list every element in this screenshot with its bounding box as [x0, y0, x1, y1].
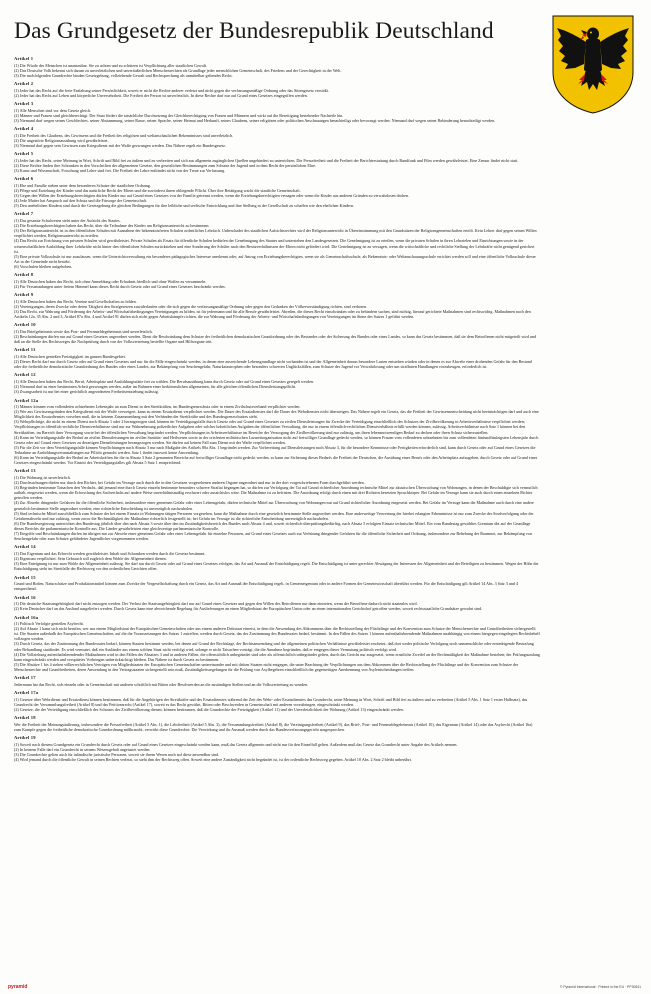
article-13 — [14, 398, 540, 466]
article-paragraph: (3) Durch Gesetz, das der Zustimmung des Bundesrates bedarf, können Staaten bestimmt werden, bei denen auf Grund der Rechtslage, der Rechtsanwendung und der allgemeinen politischen Verhältnisse gewährleistet erscheint, daß dort weder politische Verfolgung noch unmenschliche oder erniedrigende Bestrafung oder Behandlung stattfindet. Es wird vermutet, daß ein Ausländer aus einem solchen Staat nicht verfolgt wird, solange er nicht Tatsachen vorträgt, die die Annahme begründen, daß er entgegen dieser Vermutung politisch verfolgt wird. — [14, 641, 534, 652]
imprint-text: © Pyramid International · Printed in the EU · PP30541 — [559, 985, 641, 989]
article-heading: Artikel 14 — [14, 544, 36, 550]
article-paragraph: (1) Alle Deutschen haben das Recht, sich ohne Anmeldung oder Erlaubnis friedlich und ohne Waffen zu versammeln. — [14, 278, 207, 284]
article-10 — [14, 322, 540, 344]
article-paragraph: (1) Das gesamte Schulwesen steht unter der Aufsicht des Staates. — [14, 218, 121, 224]
article-paragraph: (1) Jeder hat das Recht auf die freie Entfaltung seiner Persönlichkeit, soweit er nicht die Rechte anderer verletzt und nicht gegen die verfassungsmäßige Ordnung oder das Sittengesetz verstößt. — [14, 87, 329, 93]
article-paragraph: (2) Kein Deutscher darf an das Ausland ausgeliefert werden. Durch Gesetz kann eine abweichende Regelung für Auslieferungen an einen Mitgliedstaat der Europäischen Union oder an einen internationalen Gerichtshof getroffen werden, soweit rechtsstaatliche Grundsätze gewahrt sind. — [14, 606, 483, 612]
article-paragraph: (2) Eigentum verpflichtet. Sein Gebrauch soll zugleich dem Wohle der Allgemeinheit dienen. — [14, 556, 167, 562]
article-heading: Artikel 17 — [14, 675, 36, 681]
article-heading: Artikel 16 — [14, 594, 36, 600]
article-heading: Artikel 8 — [14, 272, 34, 278]
article-paragraph: (6) Die Bundesregierung unterrichtet den Bundestag jährlich über den nach Absatz 3 sowie über den im Zuständigkeitsbereich des Bundes nach Absatz 4 und, soweit richterlich überprüfungsbedürftig, nach Absatz 5 erfolgten Einsatz technischer Mittel. Ein vom Bundestag gewähltes Gremium übt auf der Grundlage dieses Berichts die parlamentarische Kontrolle aus. Die Länder gewährleisten eine gleichwertige parlamentarische Kontrolle. — [14, 520, 531, 531]
article-heading: Artikel 15 — [14, 574, 36, 580]
article-paragraph: (1) Alle Deutschen haben das Recht, Beruf, Arbeitsplatz und Ausbildungsstätte frei zu wählen. Die Berufsausübung kann durch Gesetz oder auf Grund eines Gesetzes geregelt werden. — [14, 379, 315, 385]
article-paragraph: (1) Das Eigentum und das Erbrecht werden gewährleistet. Inhalt und Schranken werden durch die Gesetze bestimmt. — [14, 551, 206, 556]
article-paragraph: (1) Das Briefgeheimnis sowie das Post- und Fernmeldegeheimnis sind unverletzlich. — [14, 328, 153, 334]
article-paragraph: (1) Gesetze über Wehrdienst und Ersatzdienst können bestimmen, daß für die Angehörigen der Streitkräfte und des Ersatzdienstes während der Zeit des Wehr- oder Ersatzdienstes das Grundrecht, seine Meinung in Wort, Schrift und Bild frei zu äußern und zu verbreiten (Artikel 5 Abs. 1 Satz 1 erster Halbsatz), das Grundrecht der Versammlungsfreiheit (Artikel 8) und das Petitionsrecht (Artikel 17), soweit es das Recht gewährt, Bitten oder Beschwerden in Gemeinschaft mit anderen vorzubringen, eingeschränkt werden. — [14, 696, 528, 707]
article-paragraph: (2) Niemand darf zu einer bestimmten Arbeit gezwungen werden, außer im Rahmen einer herkömmlichen allgemeinen, für alle gleichen öffentlichen Dienstleistungspflicht. — [14, 384, 297, 390]
article-9 — [14, 292, 540, 319]
article-5 — [14, 151, 540, 173]
article-heading: Artikel 9 — [14, 292, 34, 298]
bundesadler-coat-of-arms-icon — [551, 14, 635, 114]
article-paragraph: (1) Jeder hat das Recht, seine Meinung in Wort, Schrift und Bild frei zu äußern und zu verbreiten und sich aus allgemein zugänglichen Quellen ungehindert zu unterrichten. Die Pressefreiheit und die Freiheit der Berichterstattung durch Rundfunk und Film werden gewährleistet. Eine Zensur findet nicht statt. — [14, 157, 519, 163]
article-paragraph: (4) Zur Abwehr dringender Gefahren für die öffentliche Sicherheit, insbesondere einer gemeinen Gefahr oder einer Lebensgefahr, dürfen technische Mittel zur Überwachung von Wohnungen nur auf Grund richterlicher Anordnung eingesetzt werden. Bei Gefahr im Verzuge kann die Maßnahme auch durch eine andere gesetzlich bestimmte Stelle angeordnet werden; eine richterliche Entscheidung ist unverzüglich nachzuholen. — [14, 500, 534, 511]
article-paragraph: (5) Eine private Volksschule ist nur zuzulassen, wenn die Unterrichtsverwaltung ein besonderes pädagogisches Interesse anerkennt oder, auf Antrag von Erziehungsberechtigten, wenn sie als Gemeinschaftsschule, als Bekenntnis- oder Weltanschauungsschule errichtet werden soll und eine öffentliche Volksschule dieser Art in der Gemeinde nicht besteht. — [14, 253, 536, 264]
article-8 — [14, 272, 540, 289]
article-paragraph: (1) Alle Deutschen genießen Freizügigkeit im ganzen Bundesgebiet. — [14, 353, 126, 359]
article-22 — [14, 735, 540, 762]
article-21 — [14, 715, 540, 732]
articles-column — [14, 56, 540, 976]
article-18 — [14, 615, 540, 673]
article-20 — [14, 690, 540, 712]
article-paragraph: (2) Diese Rechte finden ihre Schranken in den Vorschriften der allgemeinen Gesetze, den gesetzlichen Bestimmungen zum Schutze der Jugend und in dem Recht der persönlichen Ehre. — [14, 162, 317, 168]
article-paragraph: (3) Niemand darf gegen sein Gewissen zum Kriegsdienst mit der Waffe gezwungen werden. Das Nähere regelt ein Bundesgesetz. — [14, 142, 226, 148]
article-2 — [14, 81, 540, 98]
article-heading: Artikel 12a — [14, 397, 39, 403]
article-heading: Artikel 13 — [14, 468, 36, 474]
article-6 — [14, 176, 540, 208]
article-17 — [14, 595, 540, 612]
article-1 — [14, 56, 540, 78]
article-paragraph: (5) Sind technische Mittel ausschließlich zum Schutze der bei einem Einsatz in Wohnungen tätigen Personen vorgesehen, kann die Maßnahme durch eine gesetzlich bestimmte Stelle angeordnet werden. Eine anderweitige Verwertung der hierbei erlangten Erkenntnisse ist nur zum Zwecke der Strafverfolgung oder der Gefahrenabwehr und nur zulässig, wenn zuvor die Rechtmäßigkeit der Maßnahme richterlich festgestellt ist; bei Gefahr im Verzuge ist die richterliche Entscheidung unverzüglich nachzuholen. — [14, 510, 534, 521]
publisher-logo: pyramid — [8, 984, 28, 990]
article-heading: Artikel 2 — [14, 81, 34, 87]
article-paragraph: (2) Für Versammlungen unter freiem Himmel kann dieses Recht durch Gesetz oder auf Grund eines Gesetzes beschränkt werden. — [14, 283, 226, 289]
article-paragraph: (1) Die Wohnung ist unverletzlich. — [14, 475, 71, 480]
article-heading: Artikel 10 — [14, 322, 36, 328]
article-paragraph: Jedermann hat das Recht, sich einzeln oder in Gemeinschaft mit anderen schriftlich mit Bitten oder Beschwerden an die zuständigen Stellen und an die Volksvertretung zu wenden. — [14, 681, 309, 687]
article-paragraph: (3) Die Grundrechte gelten auch für inländische juristische Personen, soweit sie ihrem Wesen nach auf diese anwendbar sind. — [14, 751, 220, 757]
article-paragraph: (3) Zwangsarbeit ist nur bei einer gerichtlich angeordneten Freiheitsentziehung zulässig. — [14, 389, 159, 395]
article-paragraph: (3) Eine Enteignung ist nur zum Wohle der Allgemeinheit zulässig. Sie darf nur durch Gesetz oder auf Grund eines Gesetzes erfolgen, das Art und Ausmaß der Entschädigung regelt. Die Entschädigung ist unter gerechter Abwägung der Interessen der Allgemeinheit und der Beteiligten zu bestimmen. Wegen der Höhe der Entschädigung steht im Streitfalle der Rechtsweg vor den ordentlichen Gerichten offen. — [14, 561, 539, 572]
article-7 — [14, 211, 540, 269]
article-paragraph: (5) Für die Zeit vor dem Verteidigungsfalle können Verpflichtungen nach Absatz 3 nur nach Maßgabe des Artikels 80a Abs. 1 begründet werden. Zur Vorbereitung auf Dienstleistungen nach Absatz 3, für die besondere Kenntnisse oder Fertigkeiten erforderlich sind, kann durch Gesetz oder auf Grund eines Gesetzes die Teilnahme an Ausbildungsveranstaltungen zur Pflicht gemacht werden. Satz 1 findet insoweit keine Anwendung. — [14, 444, 536, 455]
article-paragraph: Grund und Boden, Naturschätze und Produktionsmittel können zum Zwecke der Vergesellschaftung durch ein Gesetz, das Art und Ausmaß der Entschädigung regelt, in Gemeineigentum oder in andere Formen der Gemeinwirtschaft überführt werden. Für die Entschädigung gilt Artikel 14 Abs. 3 Satz 3 und 4 entsprechend. — [14, 581, 519, 592]
article-paragraph: (4) Das Recht zur Errichtung von privaten Schulen wird gewährleistet. Private Schulen als Ersatz für öffentliche Schulen bedürfen der Genehmigung des Staates und unterstehen den Landesgesetzen. Die Genehmigung ist zu erteilen, wenn die privaten Schulen in ihren Lehrzielen und Einrichtungen sowie in der wissenschaftlichen Ausbildung ihrer Lehrkräfte nicht hinter den öffentlichen Schulen zurückstehen und eine Sonderung der Schüler nach den Besitzverhältnissen der Eltern nicht gefördert wird. Die Genehmigung ist zu versagen, wenn die wirtschaftliche und rechtliche Stellung der Lehrkräfte nicht genügend gesichert ist. — [14, 238, 535, 254]
article-heading: Artikel 16a — [14, 614, 39, 620]
article-paragraph: (1) Ehe und Familie stehen unter dem besonderen Schutze der staatlichen Ordnung. — [14, 182, 151, 188]
article-paragraph: (1) Alle Deutschen haben das Recht, Vereine und Gesellschaften zu bilden. — [14, 298, 137, 304]
article-paragraph: (4) Kann im Verteidigungsfalle der Bedarf an zivilen Dienstleistungen im zivilen Sanitäts- und Heilwesen sowie in der ortsfesten militärischen Lazarettorganisation nicht auf freiwilliger Grundlage gedeckt werden, so können Frauen vom vollendeten achtzehnten bis zum vollendeten fünfundfünfzigsten Lebensjahr durch Gesetz oder auf Grund eines Gesetzes zu derartigen Dienstleistungen herangezogen werden. Sie dürfen auf keinen Fall zum Dienst mit der Waffe verpflichtet werden. — [14, 434, 539, 445]
article-heading: Artikel 6 — [14, 176, 34, 182]
article-paragraph: (3) Wehrpflichtige, die nicht zu einem Dienst nach Absatz 1 oder 2 herangezogen sind, können im Verteidigungsfalle durch Gesetz oder auf Grund eines Gesetzes zu zivilen Dienstleistungen für Zwecke der Verteidigung einschließlich des Schutzes der Zivilbevölkerung in Arbeitsverhältnisse verpflichtet werden; Verpflichtungen in öffentlich-rechtliche Dienstverhältnisse sind nur zur Wahrnehmung polizeilicher Aufgaben oder solcher hoheitlichen Aufgaben der öffentlichen Verwaltung, die nur in einem öffentlich-rechtlichen Dienstverhältnis erfüllt werden können, zulässig. Arbeitsverhältnisse nach Satz 1 können bei den Streitkräften, im Bereich ihrer Versorgung sowie bei der öffentlichen Verwaltung begründet werden; Verpflichtungen in Arbeitsverhältnisse im Bereiche der Versorgung der Zivilbevölkerung sind nur zulässig, um ihren lebensnotwendigen Bedarf zu decken oder ihren Schutz sicherzustellen. — [14, 419, 526, 435]
article-12 — [14, 372, 540, 394]
article-paragraph: (6) Kann im Verteidigungsfalle der Bedarf an Arbeitskräften für die in Absatz 3 Satz 2 genannten Bereiche auf freiwilliger Grundlage nicht gedeckt werden, so kann zur Sicherung dieses Bedarfs die Freiheit der Deutschen, die Ausübung eines Berufs oder den Arbeitsplatz aufzugeben, durch Gesetz oder auf Grund eines Gesetzes eingeschränkt werden. Vor Eintritt des Verteidigungsfalles gilt Absatz 5 Satz 1 entsprechend. — [14, 455, 538, 466]
article-paragraph: (2) In keinem Falle darf ein Grundrecht in seinem Wesensgehalt angetastet werden. — [14, 746, 151, 752]
article-paragraph: (2) Jeder hat das Recht auf Leben und körperliche Unversehrtheit. Die Freiheit der Person ist unverletzlich. In diese Rechte darf nur auf Grund eines Gesetzes eingegriffen werden. — [14, 92, 308, 98]
article-paragraph: (3) Gegen den Willen der Erziehungsberechtigten dürfen Kinder nur auf Grund eines Gesetzes von der Familie getrennt werden, wenn die Erziehungsberechtigten versagen oder wenn die Kinder aus anderen Gründen zu verwahrlosen drohen. — [14, 193, 410, 198]
article-paragraph: (1) Soweit nach diesem Grundgesetz ein Grundrecht durch Gesetz oder auf Grund eines Gesetzes eingeschränkt werden kann, muß das Gesetz allgemein und nicht nur für den Einzelfall gelten. Außerdem muß das Gesetz das Grundrecht unter Angabe des Artikels nennen. — [14, 741, 458, 747]
article-paragraph: (2) Wer aus Gewissensgründen den Kriegsdienst mit der Waffe verweigert, kann zu einem Ersatzdienst verpflichtet werden. Die Dauer des Ersatzdienstes darf die Dauer des Wehrdienstes nicht übersteigen. Das Nähere regelt ein Gesetz, das die Freiheit der Gewissensentscheidung nicht beeinträchtigen darf und auch eine Möglichkeit des Ersatzdienstes vorsehen muß, die in keinem Zusammenhang mit den Verbänden der Streitkräfte und des Bundesgrenzschutzes steht. — [14, 409, 539, 420]
article-paragraph: (4) Jede Mutter hat Anspruch auf den Schutz und die Fürsorge der Gemeinschaft. — [14, 198, 148, 204]
article-paragraph: (1) Die deutsche Staatsangehörigkeit darf nicht entzogen werden. Der Verlust der Staatsangehörigkeit darf nur auf Grund eines Gesetzes und gegen den Willen des Betroffenen nur dann eintreten, wenn der Betroffene dadurch nicht staatenlos wird. — [14, 601, 418, 607]
article-paragraph: (5) Die Absätze 1 bis 4 stehen völkerrechtlichen Verträgen von Mitgliedstaaten der Europäischen Gemeinschaften untereinander und mit dritten Staaten nicht entgegen, die unter Beachtung der Verpflichtungen aus dem Abkommen über die Rechtsstellung der Flüchtlinge und der Konvention zum Schutze der Menschenrechte und Grundfreiheiten, deren Anwendung in den Vertragsstaaten sichergestellt sein muß, Zuständigkeitsregelungen für die Prüfung von Asylbegehren einschließlich der gegenseitigen Anerkennung von Asylentscheidungen treffen. — [14, 661, 519, 672]
article-3 — [14, 101, 540, 123]
article-paragraph: (5) Den unehelichen Kindern sind durch die Gesetzgebung die gleichen Bedingungen für ihre leibliche und seelische Entwicklung und ihre Stellung in der Gesellschaft zu schaffen wie den ehelichen Kindern. — [14, 203, 354, 209]
article-heading: Artikel 3 — [14, 101, 34, 107]
article-19 — [14, 675, 540, 687]
article-4 — [14, 126, 540, 148]
article-paragraph: (2) Die Erziehungsberechtigten haben das Recht, über die Teilnahme des Kindes am Religionsunterricht zu bestimmen. — [14, 223, 210, 229]
article-heading: Artikel 12 — [14, 372, 36, 378]
article-16 — [14, 575, 540, 592]
article-heading: Artikel 4 — [14, 126, 34, 132]
article-paragraph: Wer die Freiheit der Meinungsäußerung, insbesondere die Pressefreiheit (Artikel 5 Abs. 1), die Lehrfreiheit (Artikel 5 Abs. 3), die Versammlungsfreiheit (Artikel 8), die Vereinigungsfreiheit (Artikel 9), das Brief-, Post- und Fernmeldegeheimnis (Artikel 10), das Eigentum (Artikel 14) oder das Asylrecht (Artikel 16a) zum Kampfe gegen die freiheitliche demokratische Grundordnung mißbraucht, verwirkt diese Grundrechte. Die Verwirkung und ihr Ausmaß werden durch das Bundesverfassungsgericht ausgesprochen. — [14, 721, 533, 732]
article-paragraph: (3) Das Recht, zur Wahrung und Förderung der Arbeits- und Wirtschaftsbedingungen Vereinigungen zu bilden, ist für jedermann und für alle Berufe gewährleistet. Abreden, die dieses Recht einschränken oder zu behindern suchen, sind nichtig, hierauf gerichtete Maßnahmen sind rechtswidrig. Maßnahmen nach den Artikeln 12a, 35 Abs. 2 und 3, Artikel 87a Abs. 4 und Artikel 91 dürfen sich nicht gegen Arbeitskämpfe richten, die zur Wahrung und Förderung der Arbeits- und Wirtschaftsbedingungen von Vereinigungen im Sinne des Satzes 1 geführt werden. — [14, 308, 531, 320]
article-paragraph: (2) Beschränkungen dürfen nur auf Grund eines Gesetzes angeordnet werden. Dient die Beschränkung dem Schutze der freiheitlichen demokratischen Grundordnung oder des Bestandes oder der Sicherung des Bundes oder eines Landes, so kann das Gesetz bestimmen, daß sie dem Betroffenen nicht mitgeteilt wird und daß an die Stelle des Rechtsweges die Nachprüfung durch von der Volksvertretung bestellte Organe und Hilfsorgane tritt. — [14, 334, 537, 345]
article-paragraph: (2) Auf Absatz 1 kann sich nicht berufen, wer aus einem Mitgliedstaat der Europäischen Gemeinschaften oder aus einem anderen Drittstaat einreist, in dem die Anwendung des Abkommens über die Rechtsstellung der Flüchtlinge und der Konvention zum Schutze der Menschenrechte und Grundfreiheiten sichergestellt ist. Die Staaten außerhalb der Europäischen Gemeinschaften, auf die die Voraussetzungen des Satzes 1 zutreffen, werden durch Gesetz, das der Zustimmung des Bundesrates bedarf, bestimmt. In den Fällen des Satzes 1 können aufenthaltsbeendende Maßnahmen unabhängig von einem hiergegen eingelegten Rechtsbehelf vollzogen werden. — [14, 626, 540, 642]
article-paragraph: (2) Dieses Recht darf nur durch Gesetz oder auf Grund eines Gesetzes und nur für die Fälle eingeschränkt werden, in denen eine ausreichende Lebensgrundlage nicht vorhanden ist und der Allgemeinheit daraus besondere Lasten entstehen würden oder in denen es zur Abwehr einer drohenden Gefahr für den Bestand oder die freiheitliche demokratische Grundordnung des Bundes oder eines Landes, zur Bekämpfung von Seuchengefahr, Naturkatastrophen oder besonders schweren Unglücksfällen, zum Schutze der Jugend vor Verwahrlosung oder um strafbaren Handlungen vorzubeugen, erforderlich ist. — [14, 359, 532, 370]
article-paragraph: (1) Die Würde des Menschen ist unantastbar. Sie zu achten und zu schützen ist Verpflichtung aller staatlichen Gewalt. — [14, 62, 207, 68]
article-15 — [14, 544, 540, 571]
article-paragraph: (1) Politisch Verfolgte genießen Asylrecht. — [14, 621, 84, 627]
article-paragraph: (4) Wird jemand durch die öffentliche Gewalt in seinen Rechten verletzt, so steht ihm der Rechtsweg offen. Soweit eine andere Zuständigkeit nicht begründet ist, ist der ordentliche Rechtsweg gegeben. Artikel 10 Abs. 2 Satz 2 bleibt unberührt. — [14, 757, 412, 762]
article-paragraph: (2) Gesetze, die der Verteidigung einschließlich des Schutzes der Zivilbevölkerung dienen, können bestimmen, daß die Grundrechte der Freizügigkeit (Artikel 11) und der Unverletzlichkeit der Wohnung (Artikel 13) eingeschränkt werden. — [14, 706, 404, 712]
article-heading: Artikel 5 — [14, 151, 34, 157]
article-paragraph: (2) Durchsuchungen dürfen nur durch den Richter, bei Gefahr im Verzuge auch durch die in den Gesetzen vorgesehenen anderen Organe angeordnet und nur in der dort vorgeschriebenen Form durchgeführt werden. — [14, 480, 365, 486]
article-heading: Artikel 11 — [14, 347, 36, 353]
article-11 — [14, 347, 540, 369]
article-paragraph: (3) Begründen bestimmte Tatsachen den Verdacht, daß jemand eine durch Gesetz einzeln bestimmte besonders schwere Straftat begangen hat, so dürfen zur Verfolgung der Tat auf Grund richterlicher Anordnung technische Mittel zur akustischen Überwachung von Wohnungen, in denen der Beschuldigte sich vermutlich aufhält, eingesetzt werden, wenn die Erforschung des Sachverhalts auf andere Weise unverhältnismäßig erschwert oder aussichtslos wäre. Die Maßnahme ist zu befristen. Die Anordnung erfolgt durch einen mit drei Richtern besetzten Spruchkörper. Bei Gefahr im Verzuge kann sie auch durch einen einzelnen Richter getroffen werden. — [14, 485, 538, 501]
article-paragraph: (3) Kunst und Wissenschaft, Forschung und Lehre sind frei. Die Freiheit der Lehre entbindet nicht von der Treue zur Verfassung. — [14, 167, 226, 173]
article-paragraph: (7) Eingriffe und Beschränkungen dürfen im übrigen nur zur Abwehr einer gemeinen Gefahr oder einer Lebensgefahr für einzelne Personen, auf Grund eines Gesetzes auch zur Verhütung dringender Gefahren für die öffentliche Sicherheit und Ordnung, insbesondere zur Behebung der Raumnot, zur Bekämpfung von Seuchengefahr oder zum Schutze gefährdeter Jugendlicher vorgenommen werden. — [14, 531, 532, 542]
article-paragraph: (6) Vorschulen bleiben aufgehoben. — [14, 263, 73, 269]
article-heading: Artikel 17a — [14, 690, 39, 696]
article-paragraph: (4) Die Vollziehung aufenthaltsbeendender Maßnahmen wird in den Fällen des Absatzes 3 und in anderen Fällen, die offensichtlich unbegründet sind oder als offensichtlich unbegründet gelten, durch das Gericht nur ausgesetzt, wenn ernstliche Zweifel an der Rechtmäßigkeit der Maßnahme bestehen; der Prüfungsumfang kann eingeschränkt werden und verspätetes Vorbringen unberücksichtigt bleiben. Das Nähere ist durch Gesetz zu bestimmen. — [14, 651, 540, 662]
article-paragraph: (3) Die nachfolgenden Grundrechte binden Gesetzgebung, vollziehende Gewalt und Rechtsprechung als unmittelbar geltendes Recht. — [14, 72, 233, 78]
article-paragraph: (2) Die ungestörte Religionsausübung wird gewährleistet. — [14, 137, 109, 143]
article-heading: Artikel 19 — [14, 735, 36, 741]
article-14 — [14, 468, 540, 541]
article-paragraph: (3) Der Religionsunterricht ist in den öffentlichen Schulen mit Ausnahme der bekenntnisfreien Schulen ordentliches Lehrfach. Unbeschadet des staatlichen Aufsichtsrechtes wird der Religionsunterricht in Übereinstimmung mit den Grundsätzen der Religionsgemeinschaften erteilt. Kein Lehrer darf gegen seinen Willen verpflichtet werden, Religionsunterricht zu erteilen. — [14, 228, 537, 239]
article-paragraph: (1) Alle Menschen sind vor dem Gesetz gleich. — [14, 107, 92, 113]
article-heading: Artikel 7 — [14, 211, 34, 217]
article-paragraph: (1) Die Freiheit des Glaubens, des Gewissens und die Freiheit des religiösen und weltanschaulichen Bekenntnisses sind unverletzlich. — [14, 132, 234, 138]
article-paragraph: (1) Männer können vom vollendeten achtzehnten Lebensjahr an zum Dienst in den Streitkräften, im Bundesgrenzschutz oder in einem Zivilschutzverband verpflichtet werden. — [14, 404, 301, 410]
page-title: Das Grundgesetz der Bundesrepublik Deutschland — [14, 18, 494, 44]
article-paragraph: (2) Männer und Frauen sind gleichberechtigt. Der Staat fördert die tatsächliche Durchsetzung der Gleichberechtigung von Frauen und Männern und wirkt auf die Beseitigung bestehender Nachteile hin. — [14, 112, 344, 118]
article-paragraph: (3) Niemand darf wegen seines Geschlechtes, seiner Abstammung, seiner Rasse, seiner Sprache, seiner Heimat und Herkunft, seines Glaubens, seiner religiösen oder politischen Anschauungen benachteiligt oder bevorzugt werden. Niemand darf wegen seiner Behinderung benachteiligt werden. — [14, 117, 496, 123]
article-paragraph: (2) Vereinigungen, deren Zwecke oder deren Tätigkeit den Strafgesetzen zuwiderlaufen oder die sich gegen die verfassungsmäßige Ordnung oder gegen den Gedanken der Völkerverständigung richten, sind verboten. — [14, 303, 368, 309]
article-heading: Artikel 1 — [14, 56, 34, 61]
article-paragraph: (2) Das Deutsche Volk bekennt sich darum zu unverletzlichen und unveräußerlichen Menschenrechten als Grundlage jeder menschlichen Gemeinschaft, des Friedens und der Gerechtigkeit in der Welt. — [14, 67, 342, 73]
article-heading: Artikel 18 — [14, 715, 36, 721]
article-paragraph: (2) Pflege und Erziehung der Kinder sind das natürliche Recht der Eltern und die zuvörderst ihnen obliegende Pflicht. Über ihre Betätigung wacht die staatliche Gemeinschaft. — [14, 187, 301, 193]
